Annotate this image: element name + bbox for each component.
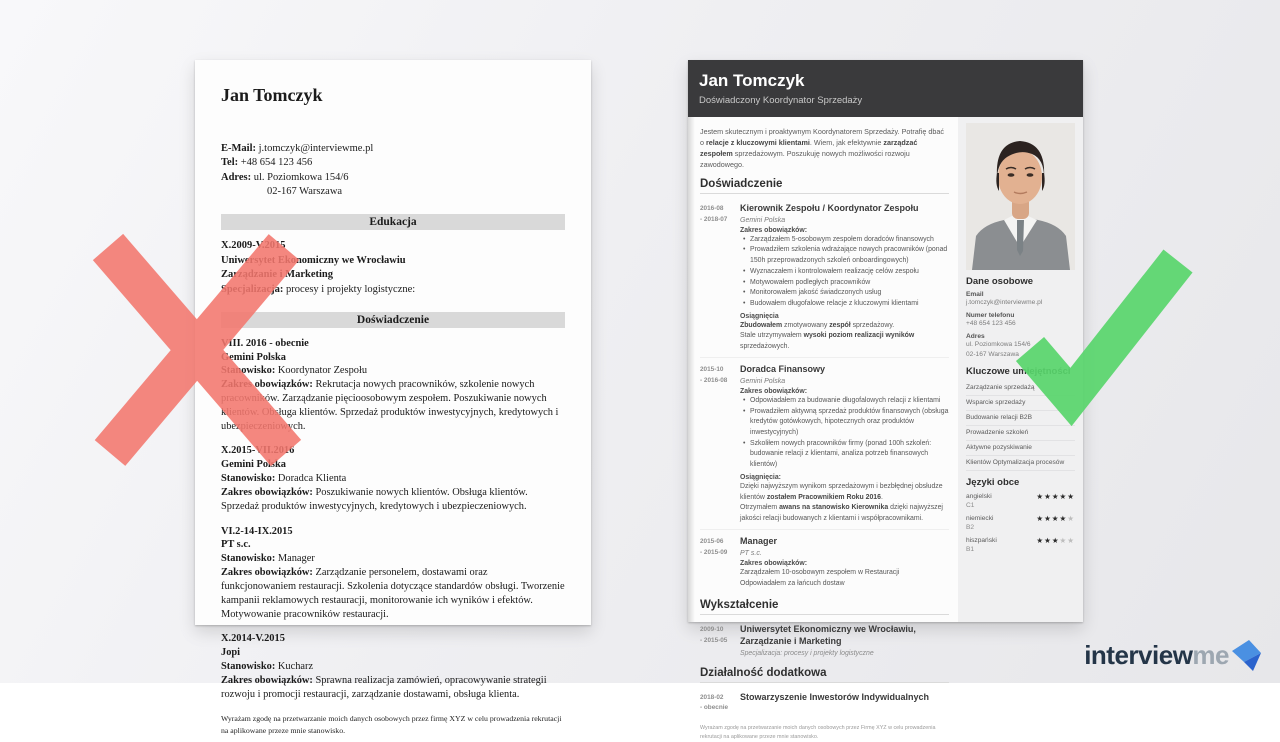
- personal-field: [966, 333, 1075, 360]
- duties-label: Zakres obowiązków:: [740, 559, 808, 567]
- entry-dates: [700, 202, 740, 353]
- good-cv-page: [688, 60, 1083, 740]
- section-bar-experience: Doświadczenie: [221, 312, 565, 328]
- entry-dates: VIII. 2016 - obecnie: [221, 337, 309, 349]
- bad-cv-gdpr-clause: Wyrażam zgodę na przetwarzanie moich danych osobowych przez firmę XYZ w celu prowadzenia rekrutacji na aplikowane przeze mnie stanowisko.: [221, 713, 562, 735]
- duty-line: Odpowiadałem za łańcuch dostaw: [740, 579, 845, 587]
- personal-data-list: [966, 291, 1075, 360]
- duties-label: Zakres obowiązków:: [221, 674, 313, 686]
- achievement-line: Otrzymałem awans na stanowisko Kierownika dzięki najwyższej jakości relacji budowanych z klientami i współpracownikami.: [740, 504, 943, 522]
- achievements-label: Osiągnięcia:: [740, 473, 781, 481]
- language-name: angielski: [966, 492, 992, 500]
- entry-company: PT s.c.: [221, 539, 251, 551]
- date-start: 2015-06: [700, 537, 724, 545]
- field-value: +48 654 123 456: [966, 319, 1016, 327]
- achievements-list: [740, 321, 949, 353]
- stars-empty: ★: [1067, 513, 1075, 523]
- good-cv-job-title: Doświadczony Koordynator Sprzedaży: [699, 95, 863, 106]
- education-field: Zarządzanie i Marketing: [221, 269, 333, 281]
- address-label: Adres:: [221, 171, 252, 183]
- phone-value: +48 654 123 456: [240, 157, 313, 169]
- date-end: - 2016-08: [700, 376, 728, 384]
- entry-company: Gemini Polska: [221, 351, 286, 363]
- duties-line-list: [740, 568, 949, 589]
- entry-company: Gemini Polska: [740, 216, 786, 224]
- achievements-list: [740, 482, 949, 525]
- duties-label: Zakres obowiązków:: [221, 567, 313, 579]
- experience-entry: [700, 357, 949, 529]
- date-start: 2018-02: [700, 693, 724, 701]
- entry-dates: [700, 623, 740, 656]
- stars-filled: ★★★★★: [1036, 491, 1075, 501]
- section-title-education: Wykształcenie: [700, 599, 949, 615]
- entry-duties: [221, 486, 565, 514]
- education-dates: X.2009-V.2015: [221, 239, 286, 251]
- sidebar-title-personal: Dane osobowe: [966, 276, 1034, 287]
- entry-company: Jopi: [221, 647, 241, 659]
- interviewme-logo: [1084, 638, 1262, 672]
- experience-entry: [700, 529, 949, 594]
- entry-position: [221, 472, 565, 486]
- duty-bullet: • Budowałem długofalowe relacje z kluczowymi klientami: [743, 299, 949, 310]
- entry-company: Gemini Polska: [740, 377, 786, 385]
- experience-entry: [221, 444, 565, 513]
- good-cv-gdpr-clause: Wyrażam zgodę na przetwarzanie moich danych osobowych przez Firmę XYZ w celu prowadzenia rekrutacji na aplikowane przeze mnie stanowisko.: [700, 725, 936, 740]
- language-level: C1: [966, 501, 975, 509]
- language-name: niemiecki: [966, 514, 994, 522]
- field-value: 02-167 Warszawa: [966, 350, 1019, 358]
- address-value-1: ul. Poziomkowa 154/6: [253, 171, 349, 183]
- logo-arrow-icon: [1232, 640, 1262, 672]
- additional-entry: [700, 686, 949, 719]
- personal-field: [966, 291, 1075, 308]
- logo-text-me: me: [1192, 639, 1229, 670]
- email-label: E-Mail:: [221, 143, 256, 154]
- good-cv-name: Jan Tomczyk: [699, 71, 805, 90]
- experience-entry: [221, 337, 565, 434]
- entry-duties: [221, 566, 565, 621]
- bad-cv-education: [221, 239, 565, 298]
- experience-entry: [221, 525, 565, 622]
- entry-position: [221, 660, 565, 674]
- good-cv-summary: Jestem skutecznym i proaktywnym Koordynatorem Sprzedaży. Potrafię dbać o relacje z kluczowymi klientami. Wiem, jak efektywnie zarządzać zespołem sprzedażowym. Poszukuję nowych możliwości rozwoju zawodowego.: [700, 127, 944, 170]
- duties-label: Zakres obowiązków:: [740, 387, 808, 395]
- field-value: ul. Poziomkowa 154/6: [966, 340, 1031, 348]
- education-title: Uniwersytet Ekonomiczny we Wrocławiu, Zarządzanie i Marketing: [740, 624, 916, 647]
- entry-company: Gemini Polska: [221, 459, 286, 471]
- skill-item: Prowadzenie szkoleń: [966, 426, 1075, 441]
- entry-dates: [700, 535, 740, 590]
- section-title-additional: Działalność dodatkowa: [700, 667, 949, 683]
- skills-list: [966, 381, 1075, 471]
- entry-dates: VI.2-14-IX.2015: [221, 525, 293, 537]
- field-label: Adres: [966, 332, 985, 340]
- date-end: - 2018-07: [700, 215, 728, 223]
- duties-bullet-list: [740, 235, 949, 310]
- entry-title: Doradca Finansowy: [740, 363, 826, 374]
- duty-bullet: • Szkoliłem nowych pracowników firmy (ponad 100h szkoleń: budowanie relacji z klientami, analiza potrzeb finansowych klientów): [743, 439, 949, 471]
- language-item: [966, 514, 1075, 531]
- entry-dates: [700, 691, 740, 715]
- section-bar-education: Edukacja: [221, 214, 565, 230]
- education-school: Uniwersytet Ekonomiczny we Wrocławiu: [221, 254, 406, 266]
- field-label: Email: [966, 291, 984, 298]
- date-end: - 2015-09: [700, 548, 728, 556]
- entry-dates: X.2014-V.2015: [221, 633, 285, 645]
- skill-item: Klientów Optymalizacja procesów: [966, 456, 1075, 471]
- star-rating: [1036, 536, 1075, 545]
- duty-line: Zarządzałem 10-osobowym zespołem w Restauracji: [740, 568, 900, 576]
- bad-cv-contact: [221, 142, 565, 200]
- email-value: j.tomczyk@interviewme.pl: [258, 143, 374, 154]
- entry-company: PT s.c.: [740, 549, 762, 557]
- education-spec-label: Specjalizacja:: [221, 284, 284, 295]
- date-start: 2016-08: [700, 204, 724, 212]
- duty-bullet: • Odpowiadałem za budowanie długofalowych relacji z klientami: [743, 396, 949, 407]
- duty-bullet: • Monitorowałem jakość świadczonych usług: [743, 288, 949, 299]
- sidebar-title-skills: Kluczowe umiejętności: [966, 365, 1071, 377]
- entry-dates: [700, 363, 740, 525]
- entry-duties: [221, 674, 565, 702]
- education-entry: [700, 618, 949, 660]
- duties-label: Zakres obowiązków:: [221, 486, 313, 498]
- phone-label: Tel:: [221, 157, 239, 169]
- good-cv-experience-list: [700, 197, 949, 594]
- position-label: Stanowisko:: [221, 553, 276, 565]
- position-label: Stanowisko:: [221, 473, 276, 485]
- entry-position: [221, 552, 565, 566]
- good-cv-sidebar: [958, 117, 1083, 622]
- section-title-experience: Doświadczenie: [700, 178, 949, 194]
- skill-item: Wsparcie sprzedaży: [966, 396, 1075, 411]
- star-rating: [1036, 514, 1075, 523]
- experience-entry: [221, 632, 565, 701]
- duty-bullet: • Prowadziłem aktywną sprzedaż produktów finansowych (obsługa kredytów gotówkowych, hipotecznych oraz produktów inwestycyjnych): [743, 407, 949, 439]
- stars-filled: ★★★★: [1036, 513, 1068, 523]
- education-spec-value: procesy i projekty logistyczne:: [286, 284, 416, 295]
- duties-bullet-list: [740, 396, 949, 471]
- entry-title: Manager: [740, 535, 778, 546]
- good-cv-main-column: [688, 117, 958, 740]
- entry-dates: X.2015-VII.2016: [221, 445, 295, 457]
- skill-item: Aktywne pozyskiwanie: [966, 441, 1075, 456]
- address-value-2: 02-167 Warszawa: [267, 186, 343, 198]
- duties-text: Rekrutacja nowych pracowników, szkolenie nowych pracowników. Zarządzanie pięcioosobowym zespołem. Poszukiwanie nowych klientów. Obsługa klientów. Sprzedaż produktów inwestycyjnych, kredytowych i ubezpieczeniowych.: [221, 379, 559, 432]
- duties-text: Poszukiwanie nowych klientów. Obsługa klientów. Sprzedaż produktów inwestycyjnych, kredytowych i ubezpieczeniowych.: [221, 486, 528, 512]
- bad-cv-page: [195, 60, 591, 735]
- languages-list: [966, 492, 1075, 553]
- field-values: [966, 340, 1075, 360]
- field-values: [966, 319, 1075, 329]
- date-start: 2015-10: [700, 365, 724, 373]
- education-specialization: Specjalizacja: procesy i projekty logistyczne: [740, 649, 874, 657]
- language-item: [966, 536, 1075, 553]
- position-value: Kucharz: [277, 661, 314, 673]
- duty-bullet: • Prowadziłem szkolenia wdrażające nowych pracowników (ponad 150h przeprowadzonych szkoleń onboardingowych): [743, 245, 949, 266]
- duties-text: Zarządzanie personelem, dostawami oraz funkcjonowaniem restauracji. Szkolenia dotyczące standardów obsługi. Tworzenie kampanii reklamowych restauracji, monitorowanie ich wyników i efektów. Motywowanie pracowników restauracji.: [221, 567, 565, 620]
- position-label: Stanowisko:: [221, 365, 276, 377]
- achievement-line: Stale utrzymywałem wysoki poziom realizacji wyników sprzedażowych.: [740, 332, 915, 351]
- language-level: B2: [966, 523, 975, 531]
- duty-bullet: • Motywowałem podległych pracowników: [743, 278, 949, 289]
- field-label: Numer telefonu: [966, 311, 1015, 319]
- logo-text-interview: interview: [1084, 639, 1193, 670]
- entry-title: Kierownik Zespołu / Koordynator Zespołu: [740, 202, 919, 213]
- position-label: Stanowisko:: [221, 661, 276, 673]
- date-end: - 2015-05: [700, 637, 728, 645]
- language-level: B1: [966, 545, 975, 553]
- experience-entry: [700, 197, 949, 357]
- achievements-label: Osiągnięcia: [740, 312, 779, 320]
- bad-cv-name: Jan Tomczyk: [221, 85, 323, 105]
- entry-position: [221, 364, 565, 378]
- duty-bullet: • Zarządzałem 5-osobowym zespołem doradców finansowych: [743, 235, 949, 246]
- additional-title: Stowarzyszenie Inwestorów Indywidualnych: [740, 691, 930, 702]
- stars-empty: ★★: [1059, 535, 1075, 545]
- duties-label: Zakres obowiązków:: [740, 226, 808, 234]
- entry-duties: [221, 378, 565, 433]
- field-value: j.tomczyk@interviewme.pl: [966, 299, 1043, 306]
- position-value: Doradca Klienta: [277, 473, 347, 485]
- bad-cv-experience-list: [221, 337, 565, 702]
- language-name: hiszpański: [966, 536, 997, 544]
- language-item: [966, 492, 1075, 509]
- skill-item: Zarządzanie sprzedażą: [966, 381, 1075, 396]
- position-value: Koordynator Zespołu: [277, 365, 368, 377]
- position-value: Manager: [277, 553, 315, 565]
- duties-label: Zakres obowiązków:: [221, 379, 313, 391]
- duty-bullet: • Wyznaczałem i kontrolowałem realizację celów zespołu: [743, 267, 949, 278]
- date-start: 2009-10: [700, 626, 724, 634]
- star-rating: [1036, 492, 1075, 501]
- personal-field: [966, 312, 1075, 329]
- achievement-line: Dzięki najwyższym wynikom sprzedażowym i bezbłędnej obsłudze klientów zostałem Pracownikiem Roku 2016.: [740, 482, 943, 501]
- stars-filled: ★★★: [1036, 535, 1060, 545]
- date-end: - obecnie: [700, 704, 729, 712]
- good-cv-header: [688, 60, 1083, 117]
- skill-item: Budowanie relacji B2B: [966, 411, 1075, 426]
- field-values: [966, 298, 1075, 308]
- sidebar-title-languages: Języki obce: [966, 476, 1020, 488]
- candidate-photo: [966, 123, 1075, 270]
- achievement-line: Zbudowałem zmotywowany zespół sprzedażowy.: [740, 321, 895, 329]
- duties-text: Sprawna realizacja zamówień, opracowywanie strategii rozwoju i promocji restauracji, zarządzanie dostawami, obsługa klienta.: [221, 674, 547, 700]
